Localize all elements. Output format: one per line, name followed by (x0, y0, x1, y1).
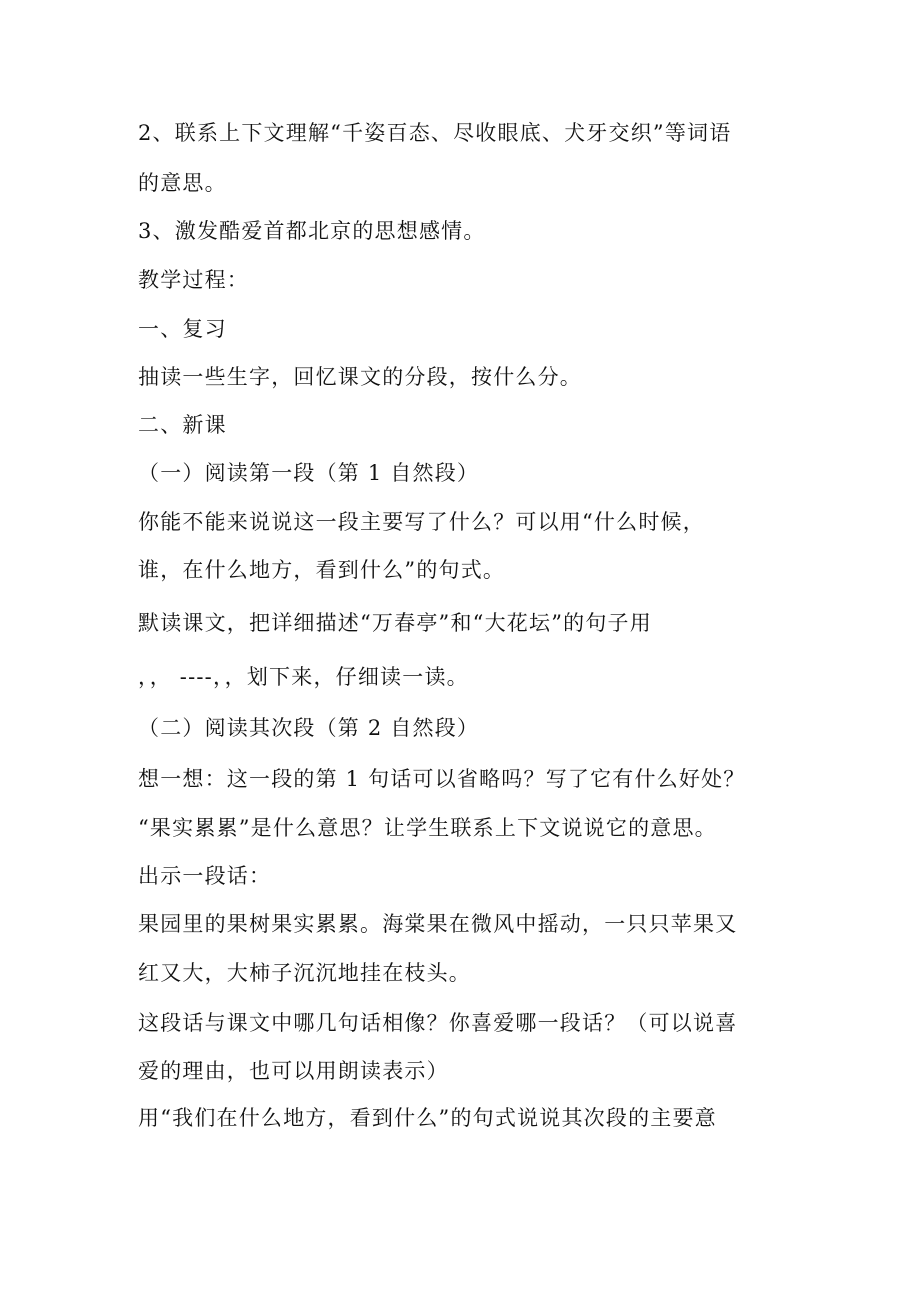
section-heading-new-lesson: 二、新课 (138, 413, 227, 437)
text-line-silent-reading-continued: ，， ----，，划下来，仔细读一读。 (138, 665, 469, 689)
text-line-objective-2-continued: 的意思。 (138, 171, 227, 195)
text-line-sample-paragraph-continued: 红又大，大柿子沉沉地挂在枝头。 (138, 961, 471, 985)
section-heading-review: 一、复习 (138, 317, 227, 341)
text-line-question-1-continued: 谁，在什么地方，看到什么”的句式。 (138, 558, 506, 582)
text-line-review-content: 抽读一些生字，回忆课文的分段，按什么分。 (138, 365, 582, 389)
text-line-meaning-question: “果实累累”是什么意思？让学生联系上下文说说它的意思。 (138, 816, 717, 840)
subsection-heading-part-2: （二）阅读其次段（第 2 自然段） (138, 716, 480, 740)
text-line-objective-2: 2、联系上下文理解“千姿百态、尽收眼底、犬牙交织”等词语 (138, 121, 732, 145)
text-line-main-idea: 用“我们在什么地方，看到什么”的句式说说其次段的主要意 (138, 1106, 717, 1130)
subsection-heading-part-1: （一）阅读第一段（第 1 自然段） (138, 461, 480, 485)
section-heading-teaching-process: 教学过程： (138, 268, 249, 292)
text-line-silent-reading: 默读课文，把详细描述“万春亭”和“大花坛”的句子用 (138, 611, 652, 635)
text-line-comparison-question-continued: 爱的理由，也可以用朗读表示） (138, 1059, 449, 1083)
text-line-objective-3: 3、激发酷爱首都北京的思想感情。 (138, 219, 486, 243)
text-line-comparison-question: 这段话与课文中哪几句话相像？你喜爱哪一段话？（可以说喜 (138, 1011, 738, 1035)
text-line-question-1: 你能不能来说说这一段主要写了什么？可以用“什么时候， (138, 510, 705, 534)
text-line-sample-paragraph: 果园里的果树果实累累。海棠果在微风中摇动，一只只苹果又 (138, 912, 738, 936)
text-line-show-paragraph: 出示一段话： (138, 864, 272, 888)
text-line-think: 想一想：这一段的第 1 句话可以省略吗？写了它有什么好处？ (138, 767, 746, 791)
